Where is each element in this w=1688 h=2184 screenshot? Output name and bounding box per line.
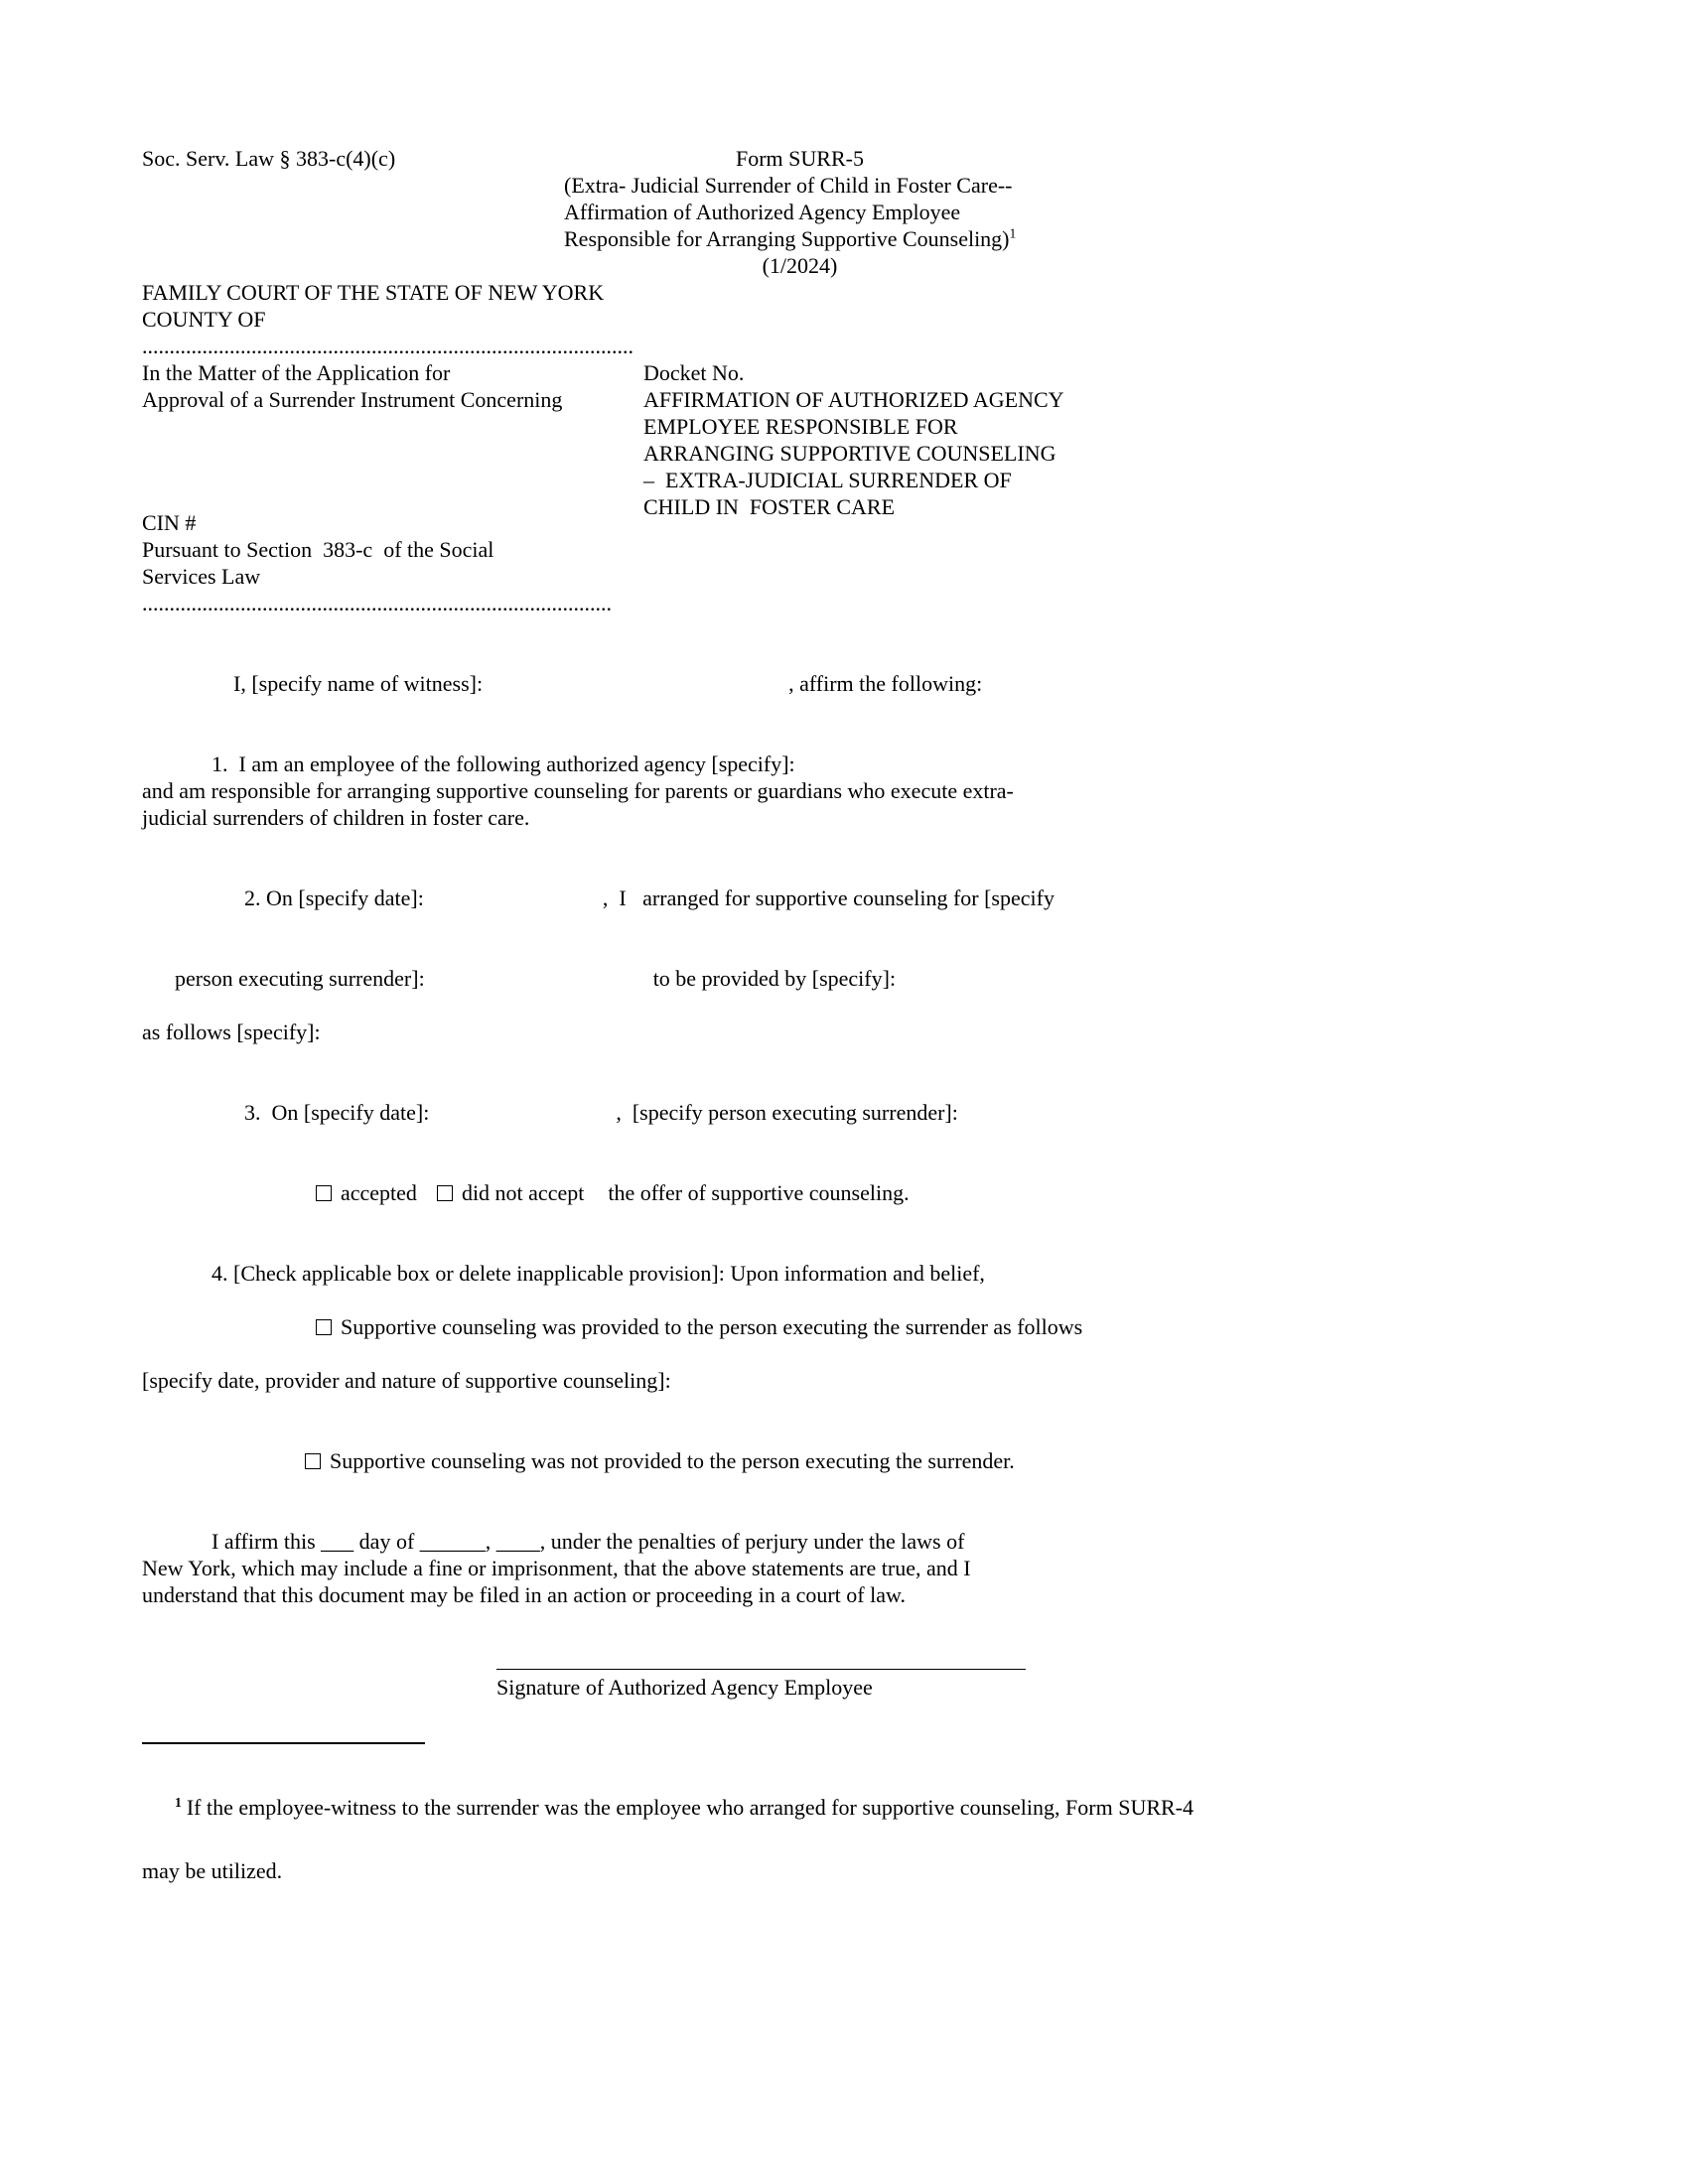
- document-title-line: ARRANGING SUPPORTIVE COUNSELING: [643, 441, 1056, 466]
- footnote-line2: may be utilized.: [142, 1858, 283, 1883]
- form-id-block: [564, 145, 1036, 279]
- counseling-provided-checkbox-line: [142, 1287, 1559, 1367]
- paragraph-1: [142, 751, 1559, 831]
- accepted-checkbox-label: accepted: [341, 1180, 417, 1205]
- did-not-accept-checkbox[interactable]: [437, 1185, 453, 1201]
- form-subtitle-line3-text: Responsible for Arranging Supportive Counseling): [564, 226, 1010, 251]
- document-title-line: AFFIRMATION OF AUTHORIZED AGENCY: [643, 387, 1064, 412]
- paragraph-4-line1: 4. [Check applicable box or delete inapplicable provision]: Upon information and belief,: [211, 1261, 985, 1286]
- paragraph-4-line3: [specify date, provider and nature of supportive counseling]:: [142, 1368, 671, 1393]
- footnote-line1: [142, 1760, 1559, 1855]
- paragraph-1-line1: 1. I am an employee of the following authorized agency [specify]:: [211, 751, 795, 776]
- form-subtitle-line2: Affirmation of Authorized Agency Employee: [564, 200, 961, 224]
- case-caption: [142, 359, 1559, 590]
- paragraph-3-date-lead: 3. On [specify date]:: [244, 1100, 430, 1125]
- witness-intro-lead: I, [specify name of witness]:: [233, 671, 484, 696]
- pursuant-line1: Pursuant to Section 383-c of the Social: [142, 537, 494, 562]
- counseling-provided-label: Supportive counseling was provided to the person executing the surrender as follows: [341, 1314, 1083, 1339]
- witness-intro-tail: , affirm the following:: [788, 671, 983, 696]
- footnote-section: [142, 1742, 1559, 1887]
- paragraph-2-line1: [142, 858, 1559, 938]
- paragraph-2-person-lead: person executing surrender]:: [175, 966, 425, 991]
- did-not-accept-checkbox-label: did not accept: [461, 1180, 585, 1205]
- dotted-separator-bottom: ......................................................................................: [142, 591, 612, 615]
- cin-label: CIN #: [142, 510, 197, 535]
- pursuant-line2: Services Law: [142, 564, 261, 589]
- paragraph-2-provider-tail: to be provided by [specify]:: [652, 966, 897, 991]
- law-citation: Soc. Serv. Law § 383-c(4)(c): [142, 146, 396, 171]
- signature-line: [496, 1660, 1026, 1670]
- paragraph-3-person-tail: , [specify person executing surrender]:: [616, 1100, 958, 1125]
- paragraph-4: [142, 1260, 1559, 1394]
- paragraph-2-line1-tail: , I arranged for supportive counseling for [specify: [602, 886, 1055, 910]
- dotted-separator-top: ..........................................................................................: [142, 334, 633, 358]
- footnote-text-line1: If the employee-witness to the surrender was the employee who arranged for supportive counseling, Form SURR-4: [186, 1795, 1195, 1820]
- paragraph-1-line2: and am responsible for arranging supportive counseling for parents or guardians who execute extra-: [142, 778, 1014, 803]
- counseling-provided-checkbox[interactable]: [316, 1319, 332, 1335]
- matter-line2: Approval of a Surrender Instrument Concerning: [142, 387, 563, 412]
- form-number: Form SURR-5: [736, 146, 864, 171]
- docket-number-label: Docket No.: [643, 360, 745, 385]
- counseling-not-provided-checkbox[interactable]: [305, 1453, 321, 1469]
- paragraph-1-line3: judicial surrenders of children in foster care.: [142, 805, 530, 830]
- affirmation-line2: New York, which may include a fine or imprisonment, that the above statements are true, and I: [142, 1556, 971, 1580]
- paragraph-2-date-lead: 2. On [specify date]:: [244, 886, 424, 910]
- footnote-number: 1: [175, 1794, 182, 1810]
- document-title-line: EMPLOYEE RESPONSIBLE FOR: [643, 414, 958, 439]
- caption-right-column: [643, 359, 1064, 520]
- document-title-line: – EXTRA-JUDICIAL SURRENDER OF: [643, 468, 1012, 492]
- footnote-reference-mark: 1: [1009, 225, 1017, 241]
- court-name: FAMILY COURT OF THE STATE OF NEW YORK: [142, 280, 605, 305]
- paragraph-2-line2: [142, 938, 1559, 1019]
- affirmation-paragraph: [142, 1528, 1559, 1608]
- accepted-checkbox[interactable]: [316, 1185, 332, 1201]
- witness-intro-line: [142, 643, 1559, 724]
- document-header: [142, 145, 1559, 279]
- counseling-not-provided-checkbox-line: [142, 1421, 1559, 1501]
- counseling-not-provided-label: Supportive counseling was not provided to the person executing the surrender.: [330, 1448, 1015, 1473]
- paragraph-3-checkbox-line: [142, 1153, 1559, 1233]
- signature-label: Signature of Authorized Agency Employee: [496, 1675, 873, 1700]
- form-subtitle-line1: (Extra- Judicial Surrender of Child in Foster Care--: [564, 173, 1013, 198]
- court-county: COUNTY OF: [142, 307, 266, 332]
- offer-tail-text: the offer of supportive counseling.: [608, 1180, 910, 1205]
- affirmation-line3: understand that this document may be filed in an action or proceeding in a court of law.: [142, 1582, 906, 1607]
- paragraph-2-line3: as follows [specify]:: [142, 1020, 321, 1044]
- signature-block: [496, 1660, 1026, 1701]
- matter-line1: In the Matter of the Application for: [142, 360, 451, 385]
- affirmation-line1: I affirm this ___ day of ______, ____, under the penalties of perjury under the laws of: [211, 1529, 965, 1554]
- paragraph-2: [142, 858, 1559, 1045]
- form-revision-date: (1/2024): [762, 253, 838, 278]
- paragraph-3-line1: [142, 1072, 1559, 1153]
- form-subtitle-line3: [564, 225, 1036, 252]
- document-title-line: CHILD IN FOSTER CARE: [643, 494, 896, 519]
- paragraph-3: [142, 1072, 1559, 1233]
- footnote-rule: [142, 1742, 425, 1744]
